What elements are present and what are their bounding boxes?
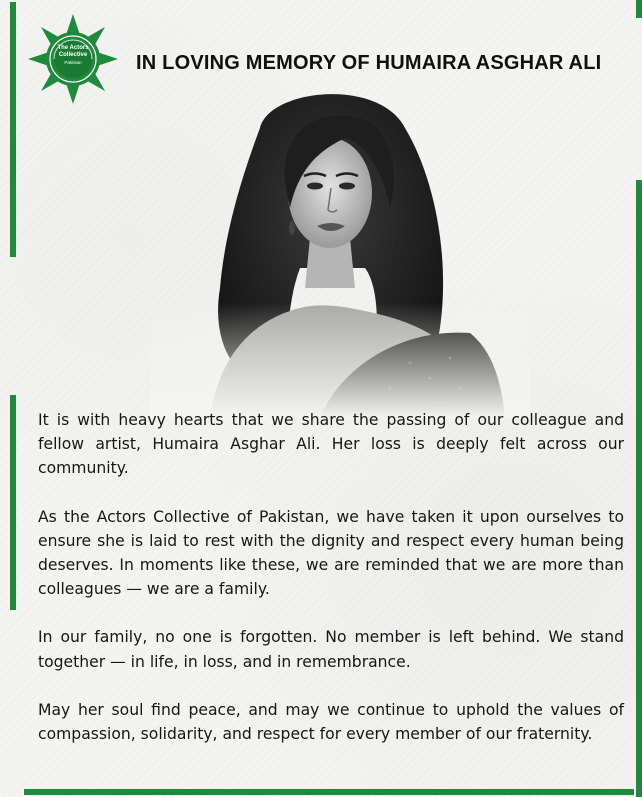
memorial-message [38,408,624,770]
logo-line-3: Pakistan [64,60,82,65]
green-frame-right [636,180,642,797]
paragraph-3: In our family, no one is forgotten. No member is left behind. We stand together — in life, in loss, and in remembrance. [38,628,624,671]
green-frame-left-top [10,2,16,257]
paragraph-1: It is with heavy hearts that we share the passing of our colleague and fellow artist, Humaira Asghar Ali. Her loss is deeply felt across our community. [38,411,624,478]
page-title: IN LOVING MEMORY OF HUMAIRA ASGHAR ALI [136,52,602,74]
green-frame-left-bottom [10,395,16,610]
actors-collective-logo [28,14,118,104]
green-frame-bottom [24,789,634,795]
portrait-photo [150,88,530,418]
paragraph-2: As the Actors Collective of Pakistan, we have taken it upon ourselves to ensure she is laid to rest with the dignity and respect every human being deserves. In moments like these, we are reminded that we are more than colleagues — we are a family. [38,507,624,599]
paragraph-4: May her soul find peace, and may we continue to uphold the values of compassion, solidarity, and respect for every member of our fraternity. [38,700,624,744]
logo-line-2: Collective [58,52,88,58]
logo-text [55,45,91,73]
logo-line-1: The Actors [57,45,89,51]
green-frame-right-top [636,0,642,18]
